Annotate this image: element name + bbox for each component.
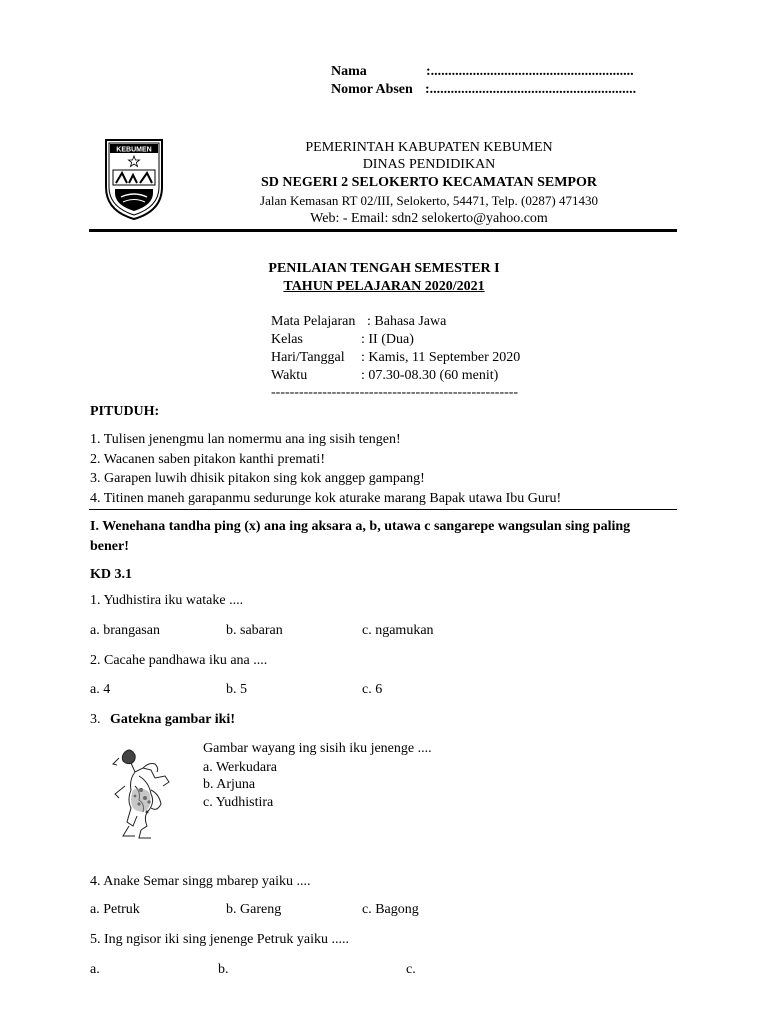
instructions-divider [89,509,677,510]
letterhead-contact: Web: - Email: sdn2 selokerto@yahoo.com [310,211,548,226]
q3-option-b[interactable]: b. Arjuna [203,777,256,792]
info-subject-label: Mata Pelajaran [271,314,356,329]
question-3-number: 3. [90,712,101,727]
logo-text: KEBUMEN [116,146,152,154]
letterhead-office: DINAS PENDIDIKAN [362,157,496,172]
absent-number-field[interactable]: :........................................................... [425,82,637,97]
q1-option-c[interactable]: c. ngamukan [362,623,434,638]
q2-option-c[interactable]: c. 6 [362,682,383,697]
info-date-value: : Kamis, 11 September 2020 [361,350,521,365]
instruction-item: 2. Wacanen saben pitakon kanthi premati! [90,452,325,467]
letterhead-address: Jalan Kemasan RT 02/III, Selokerto, 54471, Telp. (0287) 471430 [260,193,598,208]
kebumen-logo [103,137,165,221]
info-time-value: : 07.30-08.30 (60 menit) [361,368,499,383]
q3-option-a[interactable]: a. Werkudara [203,760,278,775]
instruction-item: 4. Titinen maneh garapanmu sedurunge kok aturake marang Bapak utawa Ibu Guru! [90,491,562,506]
q3-option-c[interactable]: c. Yudhistira [203,795,274,810]
section-heading-continued: bener! [90,539,129,554]
q1-option-b[interactable]: b. sabaran [226,623,283,638]
info-class-value: : II (Dua) [361,332,414,347]
info-class-label: Kelas [271,332,303,347]
question-3-prompt: Gambar wayang ing sisih iku jenenge .... [203,741,432,756]
name-field[interactable]: :.......................................................... [426,64,634,79]
instruction-item: 1. Tulisen jenengmu lan nomermu ana ing sisih tengen! [90,432,401,447]
q5-option-b[interactable]: b. [218,962,229,977]
wayang-illustration [105,746,177,840]
letterhead-divider [89,229,677,232]
question-5-text: 5. Ing ngisor iki sing jenenge Petruk yaiku ..... [90,932,349,947]
q4-option-b[interactable]: b. Gareng [226,902,282,917]
section-heading: I. Wenehana tandha ping (x) ana ing aksara a, b, utawa c sangarepe wangsulan sing paling [90,519,631,534]
letterhead-school: SD NEGERI 2 SELOKERTO KECAMATAN SEMPOR [261,175,597,190]
q4-option-c[interactable]: c. Bagong [362,902,419,917]
kd-label: KD 3.1 [90,567,132,582]
info-separator: ----------------------------------------------------- [271,385,519,400]
absent-number-label: Nomor Absen [331,82,413,97]
q2-option-b[interactable]: b. 5 [226,682,247,697]
exam-year: TAHUN PELAJARAN 2020/2021 [283,279,485,294]
instruction-item: 3. Garapen luwih dhisik pitakon sing kok anggep gampang! [90,471,425,486]
instructions-heading: PITUDUH: [90,404,160,419]
question-4-text: 4. Anake Semar singg mbarep yaiku .... [90,874,311,889]
q5-option-a[interactable]: a. [90,962,100,977]
info-subject-value: : Bahasa Jawa [367,314,447,329]
info-date-label: Hari/Tanggal [271,350,345,365]
name-label: Nama [331,64,367,79]
question-1-text: 1. Yudhistira iku watake .... [90,593,244,608]
info-time-label: Waktu [271,368,308,383]
question-3-text: Gatekna gambar iki! [110,712,235,727]
q2-option-a[interactable]: a. 4 [90,682,111,697]
exam-title: PENILAIAN TENGAH SEMESTER I [268,261,500,276]
q4-option-a[interactable]: a. Petruk [90,902,140,917]
q5-option-c[interactable]: c. [406,962,416,977]
letterhead-government: PEMERINTAH KABUPATEN KEBUMEN [305,140,553,155]
question-2-text: 2. Cacahe pandhawa iku ana .... [90,653,268,668]
q1-option-a[interactable]: a. brangasan [90,623,160,638]
